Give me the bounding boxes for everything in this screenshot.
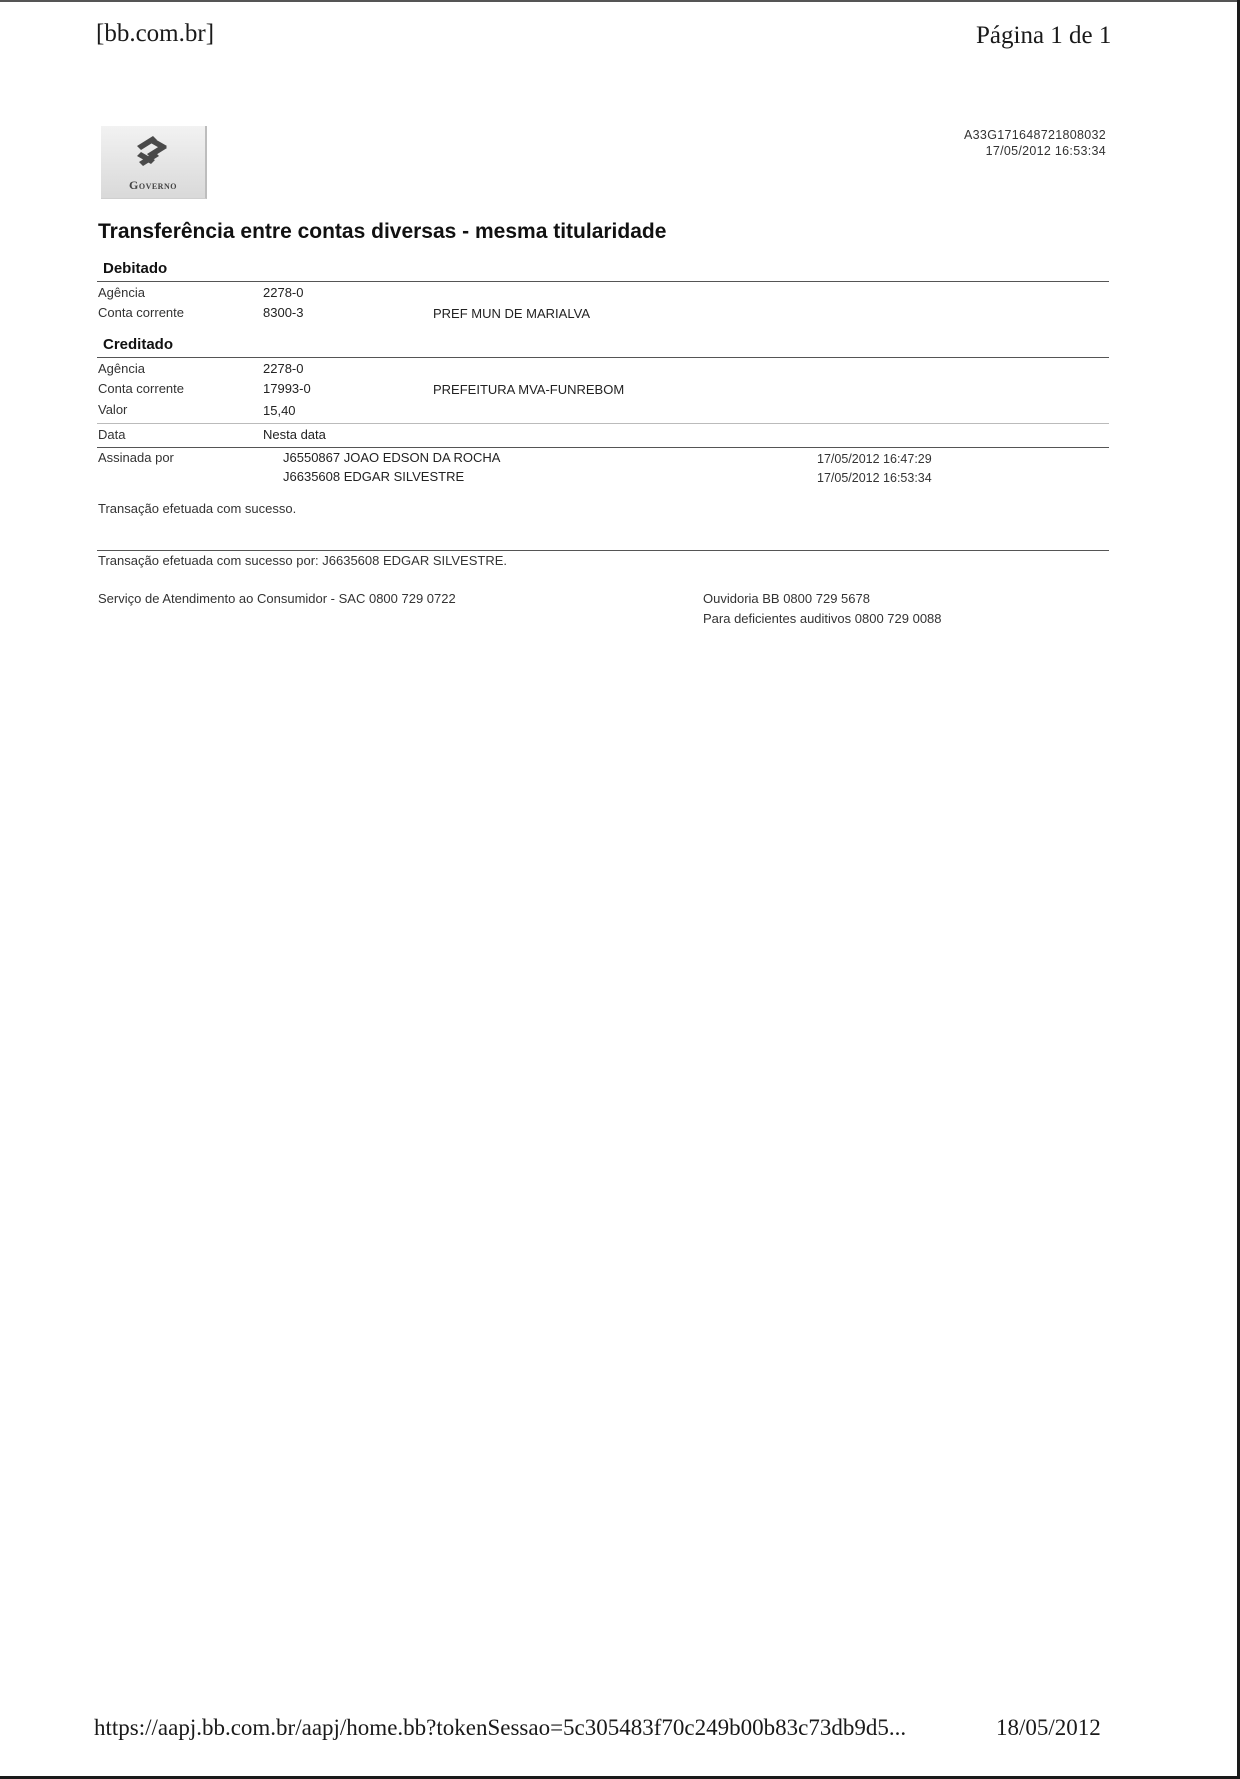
divider-creditado <box>97 357 1109 358</box>
logo <box>101 126 207 199</box>
debitado-agencia-value: 2278-0 <box>263 285 304 300</box>
data-label: Data <box>98 427 126 442</box>
debitado-conta-label: Conta corrente <box>98 305 184 320</box>
creditado-titular: PREFEITURA MVA-FUNREBOM <box>433 382 625 397</box>
creditado-agencia-value: 2278-0 <box>263 361 304 376</box>
signer-name: J6550867 JOAO EDSON DA ROCHA <box>283 450 501 465</box>
footer-ouvidoria: Ouvidoria BB 0800 729 5678 <box>703 591 870 606</box>
signer-datetime: 17/05/2012 16:47:29 <box>817 452 932 466</box>
creditado-conta-label: Conta corrente <box>98 381 184 396</box>
debitado-agencia-label: Agência <box>98 285 145 300</box>
divider-valor <box>97 423 1109 424</box>
signer-datetime: 17/05/2012 16:53:34 <box>817 471 932 485</box>
footer-deficientes: Para deficientes auditivos 0800 729 0088 <box>703 611 942 626</box>
creditado-valor-value: 15,40 <box>263 403 296 418</box>
banco-do-brasil-logo-icon <box>131 132 173 172</box>
assinada-label: Assinada por <box>98 450 174 465</box>
status-text: Transação efetuada com sucesso. <box>98 501 297 516</box>
page-title: Transferência entre contas diversas - mesma titularidade <box>98 220 667 243</box>
logo-text: Governo <box>129 178 177 192</box>
divider-data <box>97 447 1109 448</box>
section-debitado-heading: Debitado <box>103 260 168 277</box>
divider-debitado <box>97 281 1109 282</box>
section-creditado-heading: Creditado <box>103 336 174 353</box>
transaction-code: A33G171648721808032 <box>964 128 1106 142</box>
transaction-timestamp: 17/05/2012 16:53:34 <box>985 144 1106 158</box>
creditado-agencia-label: Agência <box>98 361 145 376</box>
creditado-conta-value: 17993-0 <box>263 381 311 396</box>
divider-status <box>97 550 1109 551</box>
browser-header-site: [bb.com.br] <box>96 20 215 47</box>
signer-name: J6635608 EDGAR SILVESTRE <box>283 469 465 484</box>
footer-sac: Serviço de Atendimento ao Consumidor - SAC 0800 729 0722 <box>98 591 456 606</box>
status-by-text: Transação efetuada com sucesso por: J6635608 EDGAR SILVESTRE. <box>98 553 507 568</box>
browser-header-page: Página 1 de 1 <box>976 22 1112 49</box>
browser-footer-url: https://aapj.bb.com.br/aapj/home.bb?tokenSessao=5c305483f70c249b00b83c73db9d5... <box>94 1715 907 1740</box>
data-value: Nesta data <box>263 427 326 442</box>
debitado-titular: PREF MUN DE MARIALVA <box>433 306 590 321</box>
debitado-conta-value: 8300-3 <box>263 305 304 320</box>
browser-footer-date: 18/05/2012 <box>996 1715 1101 1740</box>
scan-edge-top <box>0 0 1240 2</box>
creditado-valor-label: Valor <box>98 402 128 417</box>
